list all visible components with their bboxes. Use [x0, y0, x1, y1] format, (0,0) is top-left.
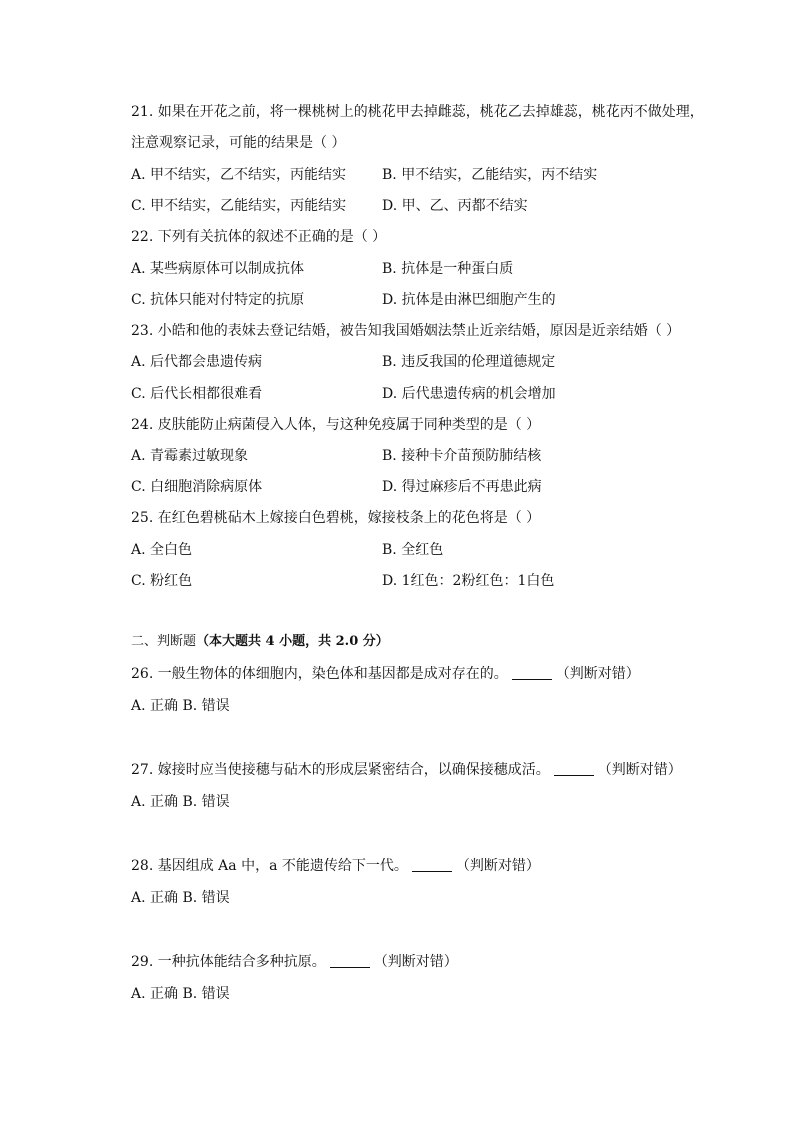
question-28-stem: [131, 857, 540, 875]
option-a: A. 后代都会患遗传病: [131, 354, 263, 370]
option-d: D. 得过麻疹后不再患此病: [382, 479, 542, 495]
question-27-text: 27. 嫁接时应当使接穗与砧木的形成层紧密结合，以确保接穗成活。: [131, 762, 550, 778]
question-28-answer: A. 正确 B. 错误: [131, 890, 230, 906]
answer-blank[interactable]: [330, 953, 370, 968]
question-21-stem-continued: 注意观察记录，可能的结果是（ ）: [131, 135, 346, 151]
question-28-tail: （判断对错）: [455, 858, 540, 874]
answer-blank[interactable]: [554, 761, 594, 776]
question-26-text: 26. 一般生物体的体细胞内，染色体和基因都是成对存在的。: [131, 666, 508, 682]
question-29-stem: [131, 953, 458, 971]
option-c: C. 甲不结实，乙能结实，丙能结实: [131, 198, 347, 214]
option-d: D. 抗体是由淋巴细胞产生的: [382, 292, 556, 308]
question-24-stem: 24. 皮肤能防止病菌侵入人体，与这种免疫属于同种类型的是（ ）: [131, 417, 541, 433]
option-a: A. 甲不结实，乙不结实，丙能结实: [131, 167, 347, 183]
option-d: D. 甲、乙、丙都不结实: [382, 198, 528, 214]
option-c: C. 白细胞消除病原体: [131, 479, 263, 495]
question-29-answer: A. 正确 B. 错误: [131, 986, 230, 1002]
option-c: C. 后代长相都很难看: [131, 386, 263, 402]
option-b: B. 抗体是一种蛋白质: [382, 261, 514, 277]
option-b: B. 全红色: [382, 542, 444, 558]
question-22-stem: 22. 下列有关抗体的叙述不正确的是（ ）: [131, 229, 387, 245]
section-2-title: 二、判断题: [131, 634, 197, 649]
question-27-answer: A. 正确 B. 错误: [131, 794, 230, 810]
option-b: B. 甲不结实，乙能结实，丙不结实: [382, 167, 598, 183]
question-27-tail: （判断对错）: [597, 762, 682, 778]
option-b: B. 违反我国的伦理道德规定: [382, 354, 556, 370]
question-27-stem: [131, 761, 682, 779]
option-b: B. 接种卡介苗预防肺结核: [382, 448, 542, 464]
question-26-answer: A. 正确 B. 错误: [131, 698, 230, 714]
question-28-text: 28. 基因组成 Aa 中，a 不能遗传给下一代。: [131, 858, 408, 874]
question-29-text: 29. 一种抗体能结合多种抗原。: [131, 954, 326, 970]
question-26-tail: （判断对错）: [555, 666, 640, 682]
section-2-info: （本大题共 4 小题，共 2.0 分）: [196, 634, 389, 649]
option-c: C. 抗体只能对付特定的抗原: [131, 292, 305, 308]
answer-blank[interactable]: [512, 665, 552, 680]
option-d: D. 1红色：2粉红色：1白色: [382, 573, 555, 589]
option-d: D. 后代患遗传病的机会增加: [382, 386, 556, 402]
option-a: A. 青霉素过敏现象: [131, 448, 249, 464]
question-25-stem: 25. 在红色碧桃砧木上嫁接白色碧桃，嫁接枝条上的花色将是（ ）: [131, 510, 541, 526]
question-21-stem: 21. 如果在开花之前，将一棵桃树上的桃花甲去掉雌蕊，桃花乙去掉雄蕊，桃花丙不做处理，: [131, 104, 704, 120]
question-23-stem: 23. 小皓和他的表妹去登记结婚，被告知我国婚姻法禁止近亲结婚，原因是近亲结婚（ ）: [131, 323, 681, 339]
option-a: A. 某些病原体可以制成抗体: [131, 261, 305, 277]
answer-blank[interactable]: [412, 857, 452, 872]
option-c: C. 粉红色: [131, 573, 193, 589]
question-26-stem: [131, 665, 640, 683]
option-a: A. 全白色: [131, 542, 193, 558]
section-2-heading: [131, 633, 389, 651]
question-29-tail: （判断对错）: [373, 954, 458, 970]
